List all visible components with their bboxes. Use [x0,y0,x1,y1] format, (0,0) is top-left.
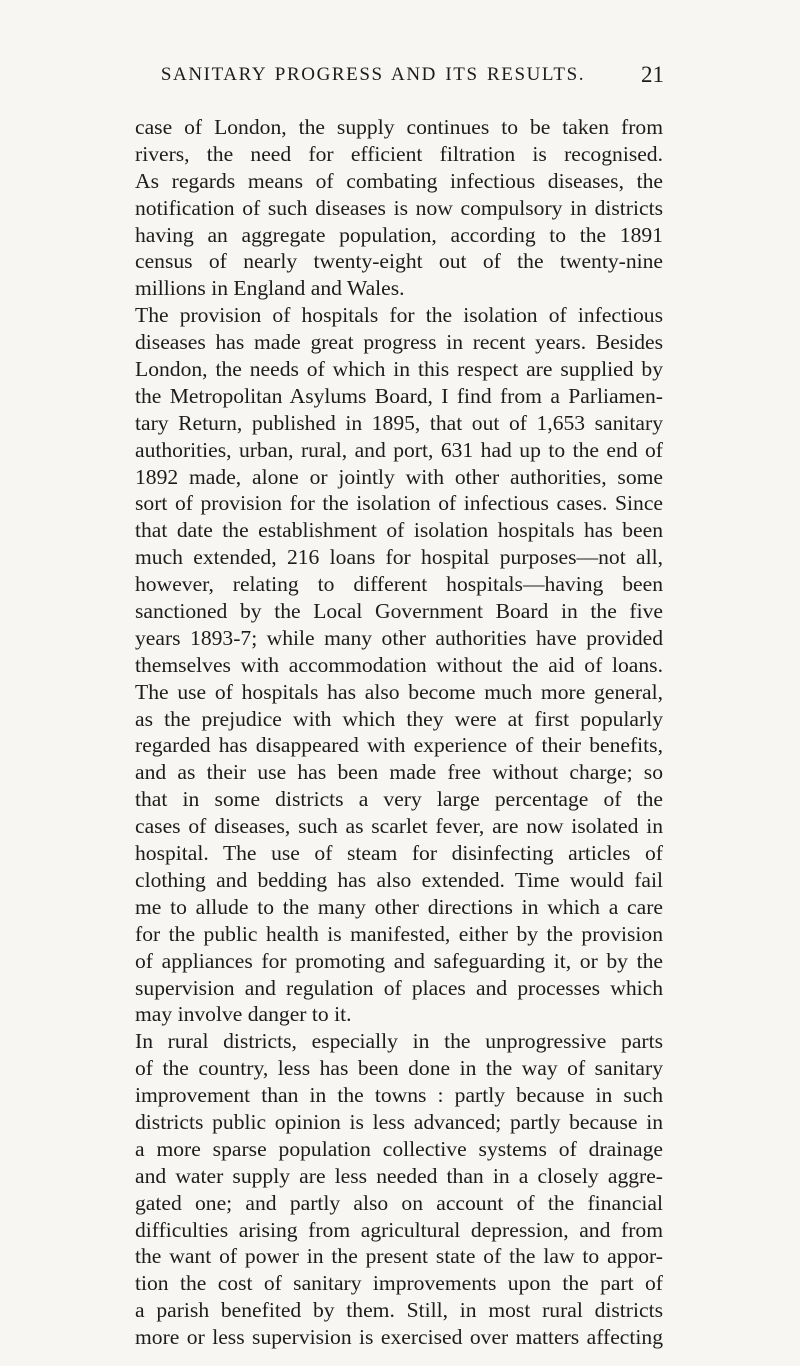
text-line: London, the needs of which in this respect are supplied by [135,357,663,382]
text-line: of appliances for promoting and safeguarding it, or by the [135,948,663,973]
text-line: millions in England and Wales. [135,276,405,301]
text-line: gated one; and partly also on account of the financial [135,1190,663,1215]
running-title: SANITARY PROGRESS AND ITS RESULTS. [160,64,586,85]
running-head [128,60,664,90]
text-line: The use of hospitals has also become much more general, [135,679,663,704]
text-line: as the prejudice with which they were at first popularly [135,706,663,731]
text-line: clothing and bedding has also extended. Time would fail [135,867,663,892]
text-line: tion the cost of sanitary improvements upon the part of [135,1271,663,1296]
text-line: me to allude to the many other directions in which a care [135,894,663,919]
text-line: case of London, the supply continues to be taken from [135,115,663,139]
text-line: notification of such diseases is now compulsory in districts [135,195,663,220]
text-line: diseases has made great progress in recent years. Besides [135,330,663,355]
text-line: authorities, urban, rural, and port, 631 had up to the end of [135,437,663,462]
text-line: 1892 made, alone or jointly with other authorities, some [135,464,663,489]
text-line: rivers, the need for efficient filtration is recognised. [135,141,663,166]
text-line: of the country, less has been done in the way of sanitary [135,1056,663,1081]
text-line: As regards means of combating infectious diseases, the [135,168,663,193]
text-line: regarded has disappeared with experience of their benefits, [135,733,663,758]
text-line: hospital. The use of steam for disinfecting articles of [135,841,663,866]
body-text [135,114,663,1351]
text-line: years 1893-7; while many other authorities have provided [135,625,663,650]
text-line: sort of provision for the isolation of infectious cases. Since [135,491,663,516]
text-line: may involve danger to it. [135,1002,352,1027]
text-line: the Metropolitan Asylums Board, I find from a Parliamen- [135,383,663,408]
text-line: a parish benefited by them. Still, in most rural districts [135,1298,663,1323]
text-line: that in some districts a very large percentage of the [135,787,663,812]
text-line: having an aggregate population, according to the 1891 [135,222,663,247]
text-line: sanctioned by the Local Government Board in the five [135,599,663,624]
text-line: much extended, 216 loans for hospital purposes—not all, [135,545,663,570]
text-line: districts public opinion is less advanced; partly because in [135,1109,663,1134]
text-line: supervision and regulation of places and processes which [135,975,663,1000]
text-line: themselves with accommodation without the aid of loans. [135,652,663,677]
text-line: improvement than in the towns : partly because in such [135,1083,663,1108]
text-line: more or less supervision is exercised over matters affecting [135,1325,663,1350]
text-line: that date the establishment of isolation hospitals has been [135,518,663,543]
page-number: 21 [641,62,664,87]
text-line: and water supply are less needed than in a closely aggre- [135,1163,663,1188]
text-line: The provision of hospitals for the isolation of infectious [135,303,663,328]
text-line: census of nearly twenty-eight out of the twenty-nine [135,249,663,274]
text-line: however, relating to different hospitals—having been [135,572,663,597]
text-line: difficulties arising from agricultural depression, and from [135,1217,663,1242]
text-line: cases of diseases, such as scarlet fever, are now isolated in [135,814,663,839]
text-line: the want of power in the present state of the law to appor- [135,1244,663,1269]
text-line: tary Return, published in 1895, that out of 1,653 sanitary [135,410,663,435]
text-line: In rural districts, especially in the unprogressive parts [135,1029,663,1054]
text-line: and as their use has been made free without charge; so [135,760,663,785]
text-line: for the public health is manifested, either by the provision [135,921,663,946]
text-line: a more sparse population collective systems of drainage [135,1136,663,1161]
